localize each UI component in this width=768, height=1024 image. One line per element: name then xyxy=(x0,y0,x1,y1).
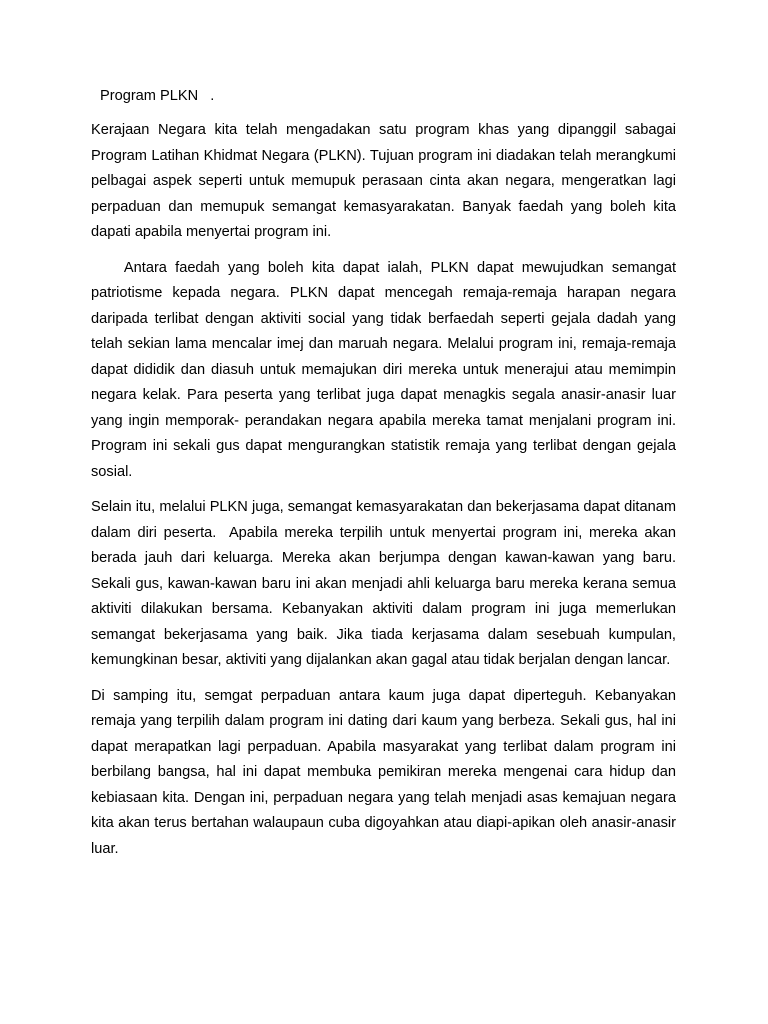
paragraph-community-spirit: Selain itu, melalui PLKN juga, semangat kemasyarakatan dan bekerjasama dapat ditanam dalam diri peserta. Apabila mereka terpilih untuk menyertai program ini, mereka akan berada jauh dari keluarga. Mereka akan berjumpa dengan kawan-kawan yang baru. Sekali gus, kawan-kawan baru ini akan menjadi ahli keluarga baru mereka kerana semua aktiviti dilakukan bersama. Kebanyakan aktiviti dalam program ini juga memerlukan semangat bekerjasama yang baik. Jika tiada kerjasama dalam sesebuah kumpulan, kemungkinan besar, aktiviti yang dijalankan akan gagal atau tidak berjalan dengan lancar. xyxy=(91,499,681,668)
paragraph-racial-unity: Di samping itu, semgat perpaduan antara kaum juga dapat diperteguh. Kebanyakan remaja yang terpilih dalam program ini dating dari kaum yang berbeza. Sekali gus, hal ini dapat merapatkan lagi perpaduan. Apabila masyarakat yang terlibat dalam program ini berbilang bangsa, hal ini dapat membuka pemikiran mereka mengenai cara hidup dan kebiasaan kita. Dengan ini, perpaduan negara yang telah menjadi asas kemajuan negara kita akan terus bertahan walaupaun cuba digoyahkan atau diapi-apikan oleh anasir-anasir luar. xyxy=(91,687,681,857)
paragraph-introduction: Kerajaan Negara kita telah mengadakan satu program khas yang dipanggil sabagai Program Latihan Khidmat Negara (PLKN). Tujuan program ini diadakan telah merangkumi pelbagai aspek seperti untuk memupuk perasaan cinta akan negara, mengeratkan lagi perpaduan dan memupuk semangat kemasyarakatan. Banyak faedah yang boleh kita dapati apabila menyertai program ini. xyxy=(91,122,681,240)
paragraph-patriotism: Antara faedah yang boleh kita dapat ialah, PLKN dapat mewujudkan semangat patriotisme kepada negara. PLKN dapat mencegah remaja-remaja harapan negara daripada terlibat dengan aktiviti social yang tidak berfaedah seperti gejala dadah yang telah sekian lama mencalar imej dan maruah negara. Melalui program ini, remaja-remaja dapat dididik dan diasuh untuk memajukan diri mereka untuk menerajui atau memimpin negara kelak. Para peserta yang terlibat juga dapat menagkis segala anasir-anasir luar yang ingin memporak- perandakan negara apabila mereka tamat menjalani program ini. Program ini sekali gus dapat mengurangkan statistik remaja yang terlibat dengan gejala sosial. xyxy=(91,259,681,480)
document-title: Program PLKN . xyxy=(100,88,215,104)
document-body xyxy=(91,83,681,862)
